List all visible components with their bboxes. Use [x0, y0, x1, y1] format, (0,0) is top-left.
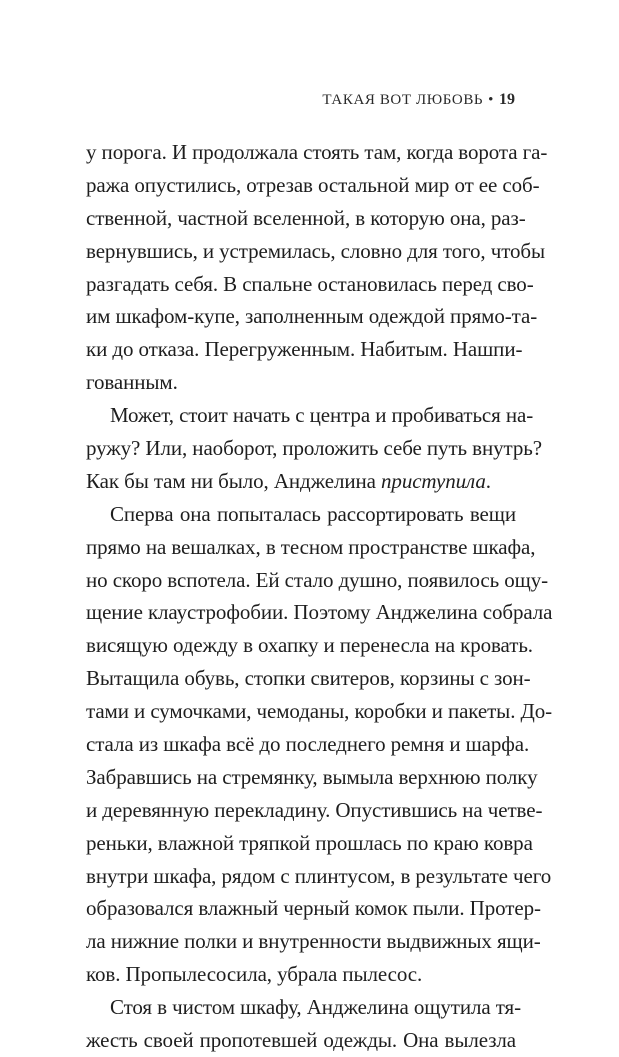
- text-line: Стоя в чистом шкафу, Анджелина ощутила тя-: [110, 995, 521, 1020]
- paragraph-4: [86, 991, 521, 1057]
- text-line: ража опустились, отрезав остальной мир от ее соб-: [86, 172, 540, 197]
- text-line: ственной, частной вселенной, в которую она, раз-: [86, 205, 526, 230]
- header-bullet: •: [488, 92, 494, 108]
- body-text: [86, 136, 553, 1057]
- italic-word: приступила: [381, 468, 486, 493]
- text-line: Забравшись на стремянку, вымыла верхнюю полку: [86, 764, 538, 789]
- text-line: разгадать себя. В спальне остановилась перед сво-: [86, 271, 534, 296]
- text-line: жесть своей пропотевшей одежды. Она вылезла: [86, 1028, 516, 1053]
- text-line: внутри шкафа, рядом с плинтусом, в результате чего: [86, 863, 552, 888]
- text-run: .: [485, 468, 491, 493]
- text-line: им шкафом-купе, заполненным одеждой прямо-та-: [86, 304, 538, 329]
- text-line: но скоро вспотела. Ей стало душно, появилось ощу-: [86, 567, 549, 592]
- text-line: образовался влажный черный комок пыли. Протер-: [86, 896, 541, 921]
- paragraph-3: [86, 498, 553, 991]
- text-line: Может, стоит начать с центра и пробиваться на-: [110, 403, 534, 428]
- text-line: ков. Пропылесосила, убрала пылесос.: [86, 962, 423, 987]
- text-line: щение клаустрофобии. Поэтому Анджелина собрала: [86, 600, 553, 625]
- text-line: ки до отказа. Перегруженным. Набитым. Нашпи-: [86, 337, 523, 362]
- text-line: тами и сумочками, чемоданы, коробки и пакеты. До-: [86, 699, 553, 724]
- text-run: Как бы там ни было, Анджелина: [86, 468, 382, 493]
- text-line: ружу? Или, наоборот, проложить себе путь внутрь?: [86, 436, 542, 461]
- text-line: стала из шкафа всё до последнего ремня и шарфа.: [86, 732, 530, 757]
- text-line: у порога. И продолжала стоять там, когда ворота га-: [86, 140, 548, 164]
- paragraph-1: [86, 136, 548, 399]
- text-line: вернувшись, и устремилась, словно для того, чтобы: [86, 238, 545, 263]
- text-line: висящую одежду в охапку и перенесла на кровать.: [86, 633, 533, 658]
- text-line: и деревянную перекладину. Опустившись на четве-: [86, 797, 543, 822]
- text-line: Сперва она попыталась рассортировать вещи: [110, 501, 516, 526]
- running-title: ТАКАЯ ВОТ ЛЮБОВЬ: [322, 92, 484, 108]
- paragraph-2: [86, 399, 542, 498]
- text-line: [86, 465, 516, 498]
- running-header: [322, 90, 515, 110]
- text-line: ла нижние полки и внутренности выдвижных ящи-: [86, 929, 541, 954]
- text-line: Вытащила обувь, стопки свитеров, корзины с зон-: [86, 666, 531, 691]
- text-line: прямо на вешалках, в тесном пространстве шкафа,: [86, 534, 536, 559]
- text-line: гованным.: [86, 370, 178, 395]
- text-line: реньки, влажной тряпкой прошлась по краю ковра: [86, 830, 533, 855]
- page-number: 19: [499, 91, 515, 108]
